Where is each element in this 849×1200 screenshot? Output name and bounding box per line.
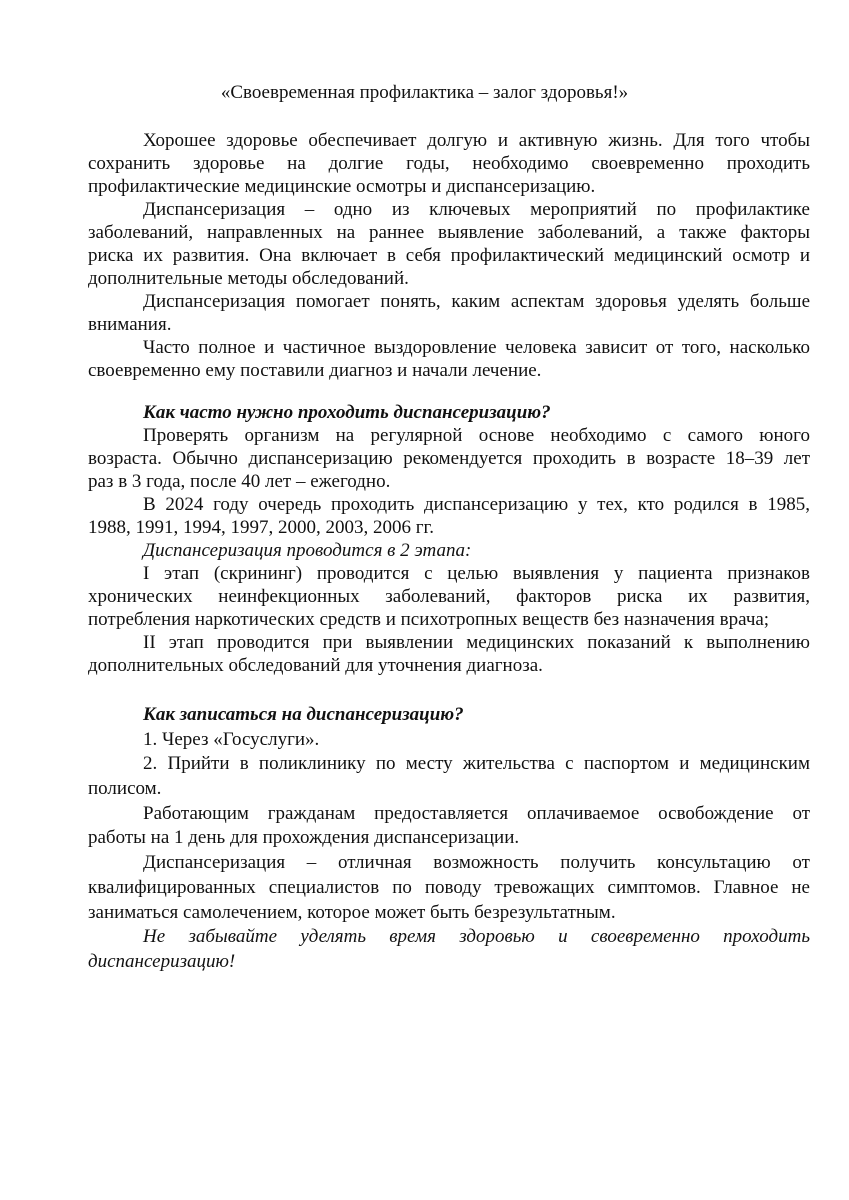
text-line: Не забывайте уделять время здоровью и своевременно проходить <box>143 926 810 948</box>
paragraph <box>88 493 810 539</box>
paragraph <box>88 752 810 801</box>
section-heading <box>88 703 810 728</box>
text-line: возраста. Обычно диспансеризацию рекомендуется проходить в возрасте 18–39 лет <box>88 448 810 469</box>
text-line: Как часто нужно проходить диспансеризацию? <box>143 402 551 423</box>
paragraph <box>88 728 810 753</box>
text-line: II этап проводится при выявлении медицинских показаний к выполнению <box>143 632 810 653</box>
text-line: Часто полное и частичное выздоровление человека зависит от того, насколько <box>143 337 810 358</box>
text-line: Диспансеризация помогает понять, каким аспектам здоровья уделять больше <box>143 291 810 312</box>
text-line: заболеваний, направленных на раннее выявление заболеваний, а также факторы <box>88 222 810 243</box>
text-line: сохранить здоровье на долгие годы, необходимо своевременно проходить <box>88 153 810 174</box>
text-line: заниматься самолечением, которое может быть безрезультатным. <box>88 901 616 923</box>
text-line: I этап (скрининг) проводится с целью выявления у пациента признаков <box>143 563 810 584</box>
text-line: Работающим гражданам предоставляется оплачиваемое освобождение от <box>143 802 810 824</box>
paragraph <box>88 851 810 925</box>
paragraph <box>88 925 810 974</box>
text-line: дополнительные методы обследований. <box>88 268 409 289</box>
frequency-section <box>88 401 810 677</box>
text-line: работы на 1 день для прохождения диспансеризации. <box>88 827 520 849</box>
paragraph <box>88 336 810 382</box>
text-line: своевременно ему поставили диагноз и начали лечение. <box>88 360 542 381</box>
text-line: полисом. <box>88 778 162 800</box>
text-line: хронических неинфекционных заболеваний, факторов риска их развития, <box>88 586 810 607</box>
paragraph <box>88 539 810 562</box>
text-line: квалифицированных специалистов по поводу тревожащих симптомов. Главное не <box>88 876 810 898</box>
intro-section <box>88 129 810 382</box>
text-line: В 2024 году очередь проходить диспансеризацию у тех, кто родился в 1985, <box>143 494 810 515</box>
text-line: 1. Через «Госуслуги». <box>143 728 320 750</box>
section-heading <box>88 401 810 424</box>
text-line: профилактические медицинские осмотры и диспансеризацию. <box>88 176 596 197</box>
paragraph <box>88 631 810 677</box>
text-line: 1988, 1991, 1994, 1997, 2000, 2003, 2006 гг. <box>88 517 434 538</box>
text-line: 2. Прийти в поликлинику по месту жительства с паспортом и медицинским <box>143 753 810 775</box>
document-title: «Своевременная профилактика – залог здоровья!» <box>220 82 629 103</box>
text-line: Диспансеризация проводится в 2 этапа: <box>143 540 472 561</box>
text-line: дополнительных обследований для уточнения диагноза. <box>88 655 543 676</box>
text-line: раз в 3 года, после 40 лет – ежегодно. <box>88 471 391 492</box>
paragraph <box>88 129 810 198</box>
paragraph <box>88 802 810 851</box>
text-line: внимания. <box>88 314 172 335</box>
signup-section <box>88 703 810 975</box>
paragraph <box>88 424 810 493</box>
text-line: Хорошее здоровье обеспечивает долгую и активную жизнь. Для того чтобы <box>143 130 810 151</box>
paragraph <box>88 290 810 336</box>
text-line: риска их развития. Она включает в себя профилактический медицинский осмотр и <box>88 245 810 266</box>
text-line: Диспансеризация – отличная возможность получить консультацию от <box>143 852 810 874</box>
text-line: Проверять организм на регулярной основе необходимо с самого юного <box>143 425 810 446</box>
paragraph <box>88 198 810 290</box>
text-line: Как записаться на диспансеризацию? <box>143 704 464 725</box>
text-line: потребления наркотических средств и психотропных веществ без назначения врача; <box>88 609 770 630</box>
text-line: Диспансеризация – одно из ключевых мероприятий по профилактике <box>143 199 810 220</box>
paragraph <box>88 562 810 631</box>
text-line: диспансеризацию! <box>88 950 236 972</box>
